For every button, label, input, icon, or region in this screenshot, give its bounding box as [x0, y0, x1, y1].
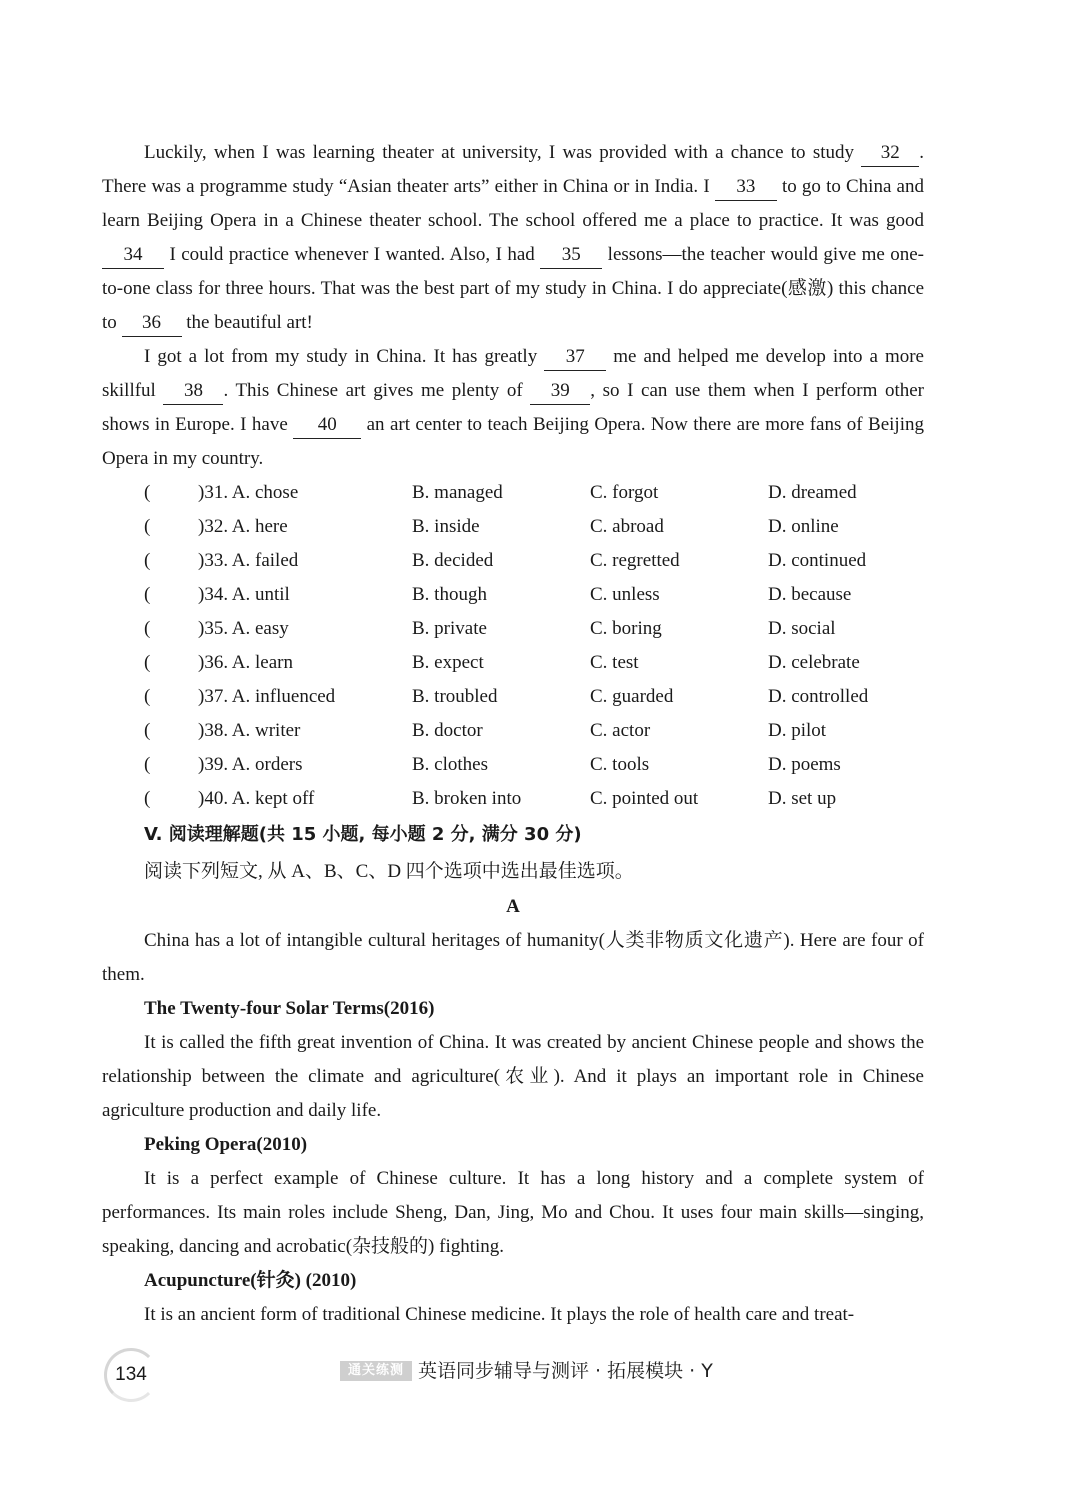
answer-paren[interactable]: ( [144, 720, 151, 741]
heritage-text-peking-opera: It is a perfect example of Chinese culture. It has a long history and a complete system of performances. Its main roles include Sheng, Dan, Jing, Mo and Chou. It uses four main skills—singing, speaking, dancing and acrobatic(杂技般的) fighting. [102, 1168, 924, 1257]
answer-paren[interactable]: ( [144, 584, 151, 605]
option-d: D. set up [768, 788, 837, 809]
blank-37: 37 [544, 344, 606, 371]
cloze-text: . This Chinese art gives me plenty of [223, 380, 531, 401]
option-d: D. poems [768, 754, 841, 775]
option-a: )38. A. writer [198, 720, 301, 741]
option-a: )33. A. failed [198, 550, 299, 571]
option-row-39 [102, 748, 924, 782]
book-title: 英语同步辅导与测评 · 拓展模块 · Y [418, 1360, 713, 1382]
blank-38: 38 [163, 378, 223, 405]
option-d: D. online [768, 516, 839, 537]
option-b: B. inside [412, 516, 480, 537]
heritage-text-solar-terms: It is called the fifth great invention of China. It was created by ancient Chinese people and shows the relationship between the climate and agriculture(农业). And it plays an important role in Chinese agriculture production and daily life. [102, 1032, 924, 1121]
blank-33: 33 [715, 174, 777, 201]
option-a: )31. A. chose [198, 482, 299, 503]
blank-34: 34 [102, 242, 164, 269]
option-b: B. doctor [412, 720, 483, 741]
option-d: D. social [768, 618, 836, 639]
answer-paren[interactable]: ( [144, 550, 151, 571]
option-b: B. broken into [412, 788, 522, 809]
option-b: B. managed [412, 482, 503, 503]
page-number: 134 [104, 1348, 158, 1402]
option-a: )37. A. influenced [198, 686, 336, 707]
passage-label: A [506, 896, 520, 917]
answer-paren[interactable]: ( [144, 652, 151, 673]
answer-paren[interactable]: ( [144, 482, 151, 503]
option-a: )39. A. orders [198, 754, 303, 775]
option-a: )40. A. kept off [198, 788, 315, 809]
cloze-paragraph-2 [102, 340, 924, 476]
option-d: D. dreamed [768, 482, 857, 503]
cloze-text: Luckily, when I was learning theater at university, I was provided with a chance to study [144, 142, 862, 163]
option-a: )36. A. learn [198, 652, 293, 673]
heritage-heading-acupuncture: Acupuncture(针灸) (2010) [144, 1270, 357, 1291]
option-row-32 [102, 510, 924, 544]
option-row-34 [102, 578, 924, 612]
blank-39: 39 [530, 378, 590, 405]
cloze-text: . There was a programme study “Asian theater arts” either in China or in India. I [102, 142, 924, 197]
cloze-text: I could practice whenever I wanted. Also, I had [164, 244, 541, 265]
option-c: C. guarded [590, 686, 674, 707]
option-row-37 [102, 680, 924, 714]
answer-paren[interactable]: ( [144, 618, 151, 639]
option-row-35 [102, 612, 924, 646]
option-b: B. expect [412, 652, 484, 673]
page-content [102, 136, 924, 1332]
option-a: )32. A. here [198, 516, 288, 537]
cloze-text: an art center to teach Beijing Opera. Now there are more fans of Beijing Opera in my country. [102, 414, 924, 469]
options-list [102, 476, 924, 816]
option-d: D. continued [768, 550, 867, 571]
option-row-40 [102, 782, 924, 816]
heritage-heading-peking-opera: Peking Opera(2010) [144, 1134, 308, 1155]
option-d: D. celebrate [768, 652, 860, 673]
option-c: C. forgot [590, 482, 659, 503]
section-title: V. 阅读理解题(共 15 小题, 每小题 2 分, 满分 30 分) [144, 824, 582, 845]
option-c: C. unless [590, 584, 660, 605]
option-b: B. though [412, 584, 487, 605]
option-row-33 [102, 544, 924, 578]
option-c: C. boring [590, 618, 662, 639]
answer-paren[interactable]: ( [144, 686, 151, 707]
option-d: D. pilot [768, 720, 827, 741]
option-row-38 [102, 714, 924, 748]
option-row-36 [102, 646, 924, 680]
option-c: C. test [590, 652, 639, 673]
option-b: B. troubled [412, 686, 498, 707]
option-c: C. abroad [590, 516, 664, 537]
blank-32: 32 [861, 140, 919, 167]
cloze-text: the beautiful art! [181, 312, 313, 333]
option-d: D. controlled [768, 686, 869, 707]
cloze-text: , so I can use them when I perform other shows in Europe. I have [102, 380, 925, 435]
answer-paren[interactable]: ( [144, 516, 151, 537]
blank-36: 36 [122, 310, 182, 337]
passage-intro: China has a lot of intangible cultural heritages of humanity(人类非物质文化遗产). Here are four of them. [102, 930, 924, 985]
heritage-heading-solar-terms: The Twenty-four Solar Terms(2016) [144, 998, 435, 1019]
answer-paren[interactable]: ( [144, 754, 151, 775]
option-a: )34. A. until [198, 584, 290, 605]
section-instruction: 阅读下列短文, 从 A、B、C、D 四个选项中选出最佳选项。 [144, 861, 634, 882]
blank-35: 35 [540, 242, 602, 269]
option-d: D. because [768, 584, 852, 605]
option-c: C. pointed out [590, 788, 699, 809]
heritage-text-acupuncture: It is an ancient form of traditional Chinese medicine. It plays the role of health care and treat- [144, 1304, 855, 1325]
option-c: C. tools [590, 754, 650, 775]
option-row-31 [102, 476, 924, 510]
cloze-paragraph-1 [102, 136, 924, 340]
cloze-text: me and helped me develop into a more skillful [102, 346, 924, 401]
option-b: B. clothes [412, 754, 488, 775]
series-logo: 通关练测 [340, 1361, 412, 1381]
option-a: )35. A. easy [198, 618, 289, 639]
cloze-text: to go to China and learn Beijing Opera in a Chinese theater school. The school offered me a place to practice. It was good [102, 176, 924, 231]
cloze-text: lessons—the teacher would give me one-to-one class for three hours. That was the best part of my study in China. I do appreciate(感激) this chance to [102, 244, 924, 333]
blank-40: 40 [293, 412, 361, 439]
answer-paren[interactable]: ( [144, 788, 151, 809]
cloze-text: I got a lot from my study in China. It has greatly [144, 346, 545, 367]
option-c: C. actor [590, 720, 651, 741]
option-c: C. regretted [590, 550, 680, 571]
option-b: B. private [412, 618, 487, 639]
option-b: B. decided [412, 550, 494, 571]
